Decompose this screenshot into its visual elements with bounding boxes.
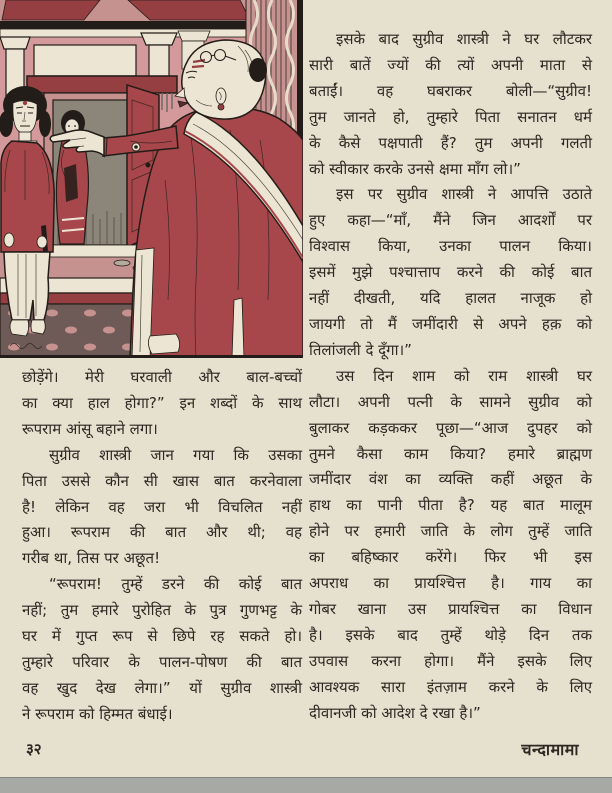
foot [148,334,179,354]
paragraph [22,365,302,443]
paragraph [22,443,302,573]
text-line: लौटा। अपनी पत्नी के सामने सुग्रीव को [309,392,592,411]
young-man-figure [0,86,54,336]
text-line: आवश्यक सारा इंतज़ाम करने के लिए [309,677,592,696]
illustration-border [0,355,303,358]
text-line: है! लेकिन वह जरा भी विचलित नहीं [22,497,302,516]
robe-slit [232,298,244,358]
text-line: जायगी तो मैं जमींदारी से अपने हक़ को [309,314,592,333]
text-line: सुग्रीव शास्त्री जान गया कि उसका [49,445,302,464]
text-line: रूपराम आंसू बहाने लगा। [22,419,158,438]
paragraph [309,182,592,363]
text-line: छोड़ेंगे। मेरी घरवाली और बाल-बच्चों [22,368,302,386]
text-line: को स्वीकार करके उनसे क्षमा माँग लो।” [309,159,521,178]
left-text-column [22,365,302,728]
text-line: नहीं; तुम हमारे पुरोहित के पुत्र गुणभट्ट के [22,601,302,620]
text-line: तुम जानते हो, तुम्हारे पिता सनातन धर्म [309,107,592,126]
text-line: का क्या हाल होगा?” इन शब्दों के साथ [22,393,302,412]
text-line: पिता उससे कौन सी खास बात करनेवाला [22,471,302,490]
text-line: तुमने कैसा काम किया? हमारे ब्राह्मण [309,444,592,463]
text-line: है। इसके बाद तुम्हें थोड़े दिन तक [309,625,592,644]
text-line: गोबर खाना उस प्रायश्चित्त का विधान [309,599,592,618]
scan-bottom-edge [0,777,612,793]
text-line: इस पर सुग्रीव शास्त्री ने आपत्ति उठाते [336,185,592,204]
text-line: ने रूपराम को हिम्मत बंधाई। [22,704,173,723]
text-line: गरीब था, तिस पर अछूत! [22,549,161,568]
text-line: इसके बाद सुग्रीव शास्त्री ने घर लौटकर [336,30,592,48]
text-line: इसमें मुझे पश्चात्ताप करने की कोई बात [309,263,592,282]
text-line: वह खुद देख लेगा।” यों सुग्रीव शास्त्री [22,678,302,697]
text-line: बताईं। वह घबराकर बोली—“सुग्रीव! [309,81,592,100]
text-line: सारी बातें ज्यों की त्यों अपनी माता से [309,55,592,74]
text-line: हाथ का पानी पीता है? यह बात मालूम [309,496,592,515]
text-line: का बहिष्कार करेंगे। फिर भी इस [309,548,592,567]
text-line: दीवानजी को आदेश दे रखा है।” [309,703,481,722]
text-line: उपवास करना होगा। मैंने इसके लिए [309,651,592,670]
text-line: नहीं दीखती, यदि हालत नाजूक हो [309,289,592,308]
text-line: तिलांजली दे दूँगा।” [309,340,412,359]
page-number: ३२ [26,740,42,758]
paragraph [309,364,592,727]
text-line: तुम्हारे परिवार के पालन-पोषण की बात [22,652,302,671]
text-line: उस दिन शाम को राम शास्त्री घर [336,366,592,385]
hair-knot [249,58,267,82]
text-line: हुए कहा—“माँ, मैंने जिन आदर्शों पर [309,211,592,230]
story-illustration [0,0,303,358]
text-line: के कैसे पक्षपाती हैं? तुम अपनी गलती [309,133,592,152]
paragraph [309,27,592,182]
text-line: “रूपराम! तुम्हें डरने की कोई बात [49,575,302,594]
paragraph [22,572,302,727]
text-line: अपराध का प्रायश्चित्त है। गाय का [309,574,592,593]
journal-name: चन्दामामा [521,740,579,759]
text-line: घर में गुप्त रूप से छिपे रह सकते हो। [22,627,302,646]
text-line: बुलाकर कड़ककर पूछा—“आज दुपहर को [309,418,592,437]
text-line: विश्वास किया, उनका पालन किया। [309,237,592,256]
earring-icon [218,104,224,110]
right-text-column [309,27,592,726]
text-line: हुआ। रूपराम की बात और थी; वह [22,523,302,542]
text-line: होने पर हमारी जाति के लोग तुम्हें जाति [309,522,592,541]
text-line: जमींदार वंश का व्यक्ति कहीं अछूत के [309,470,592,489]
